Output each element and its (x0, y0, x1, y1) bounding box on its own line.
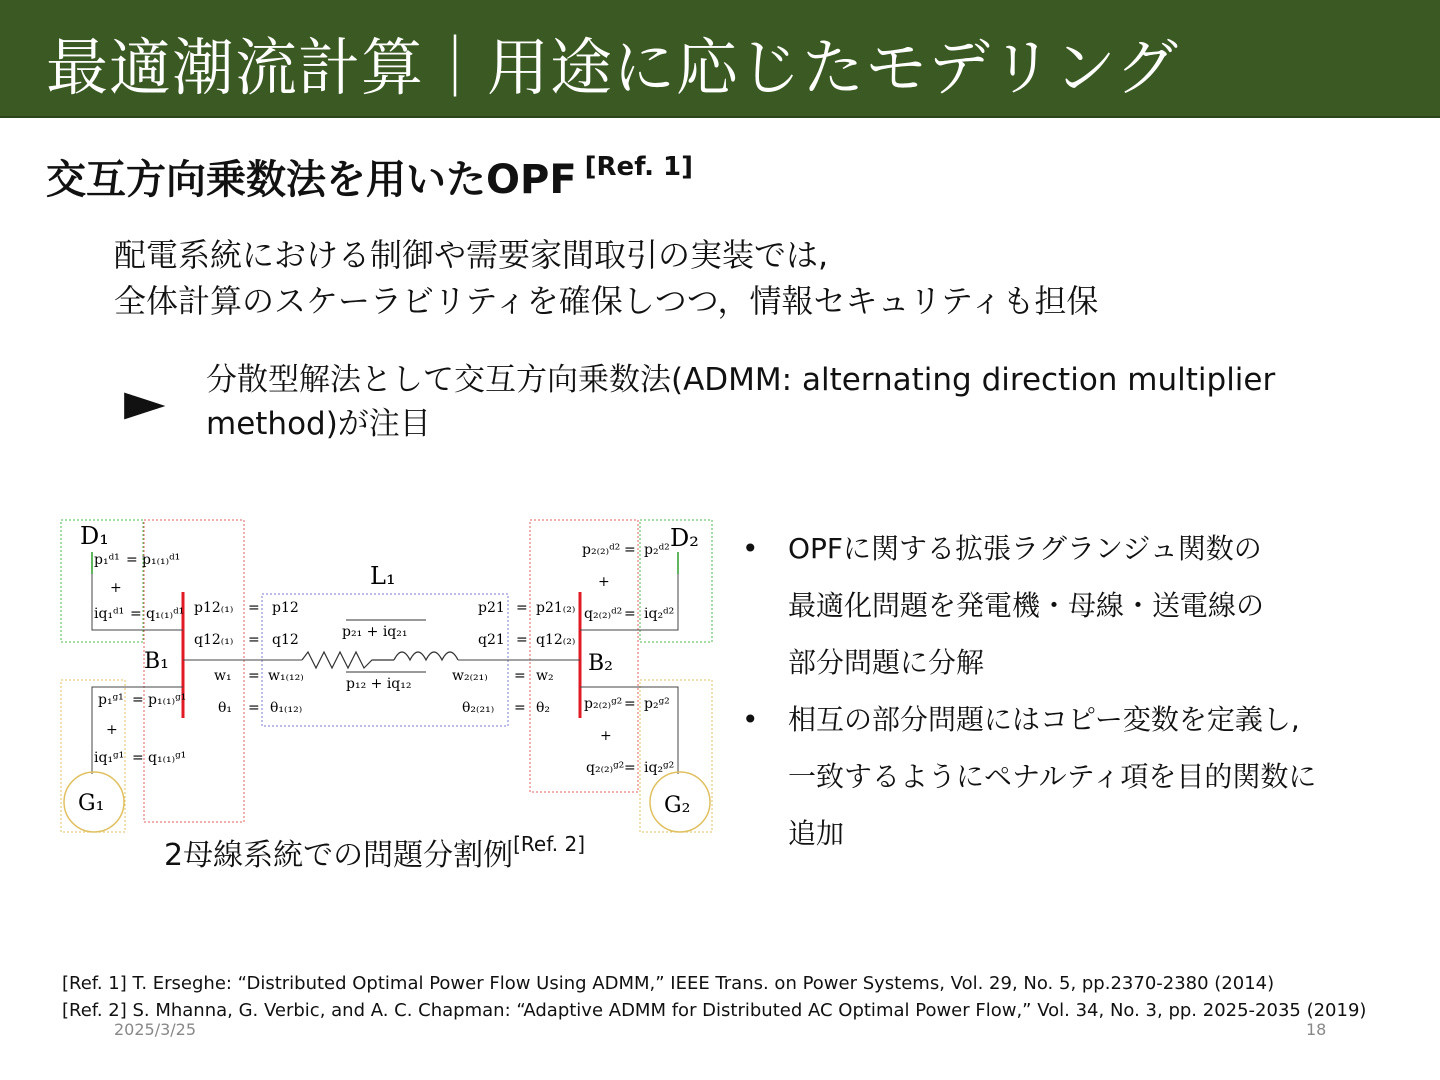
label-w2-21: w₂₍₂₁₎ (452, 668, 488, 684)
reference-1: [Ref. 1] T. Erseghe: “Distributed Optimal Power Flow Using ADMM,” IEEE Trans. on Power Systems, Vol. 29, No. 5, pp.2370-2380 (2014) (62, 973, 1275, 994)
label-qd2: iq₂ᵈ² (644, 606, 675, 622)
label-t2: θ₂ (536, 700, 551, 716)
label-eq: = (248, 600, 260, 616)
label-pd1-1: p₁₍₁₎ᵈ¹ (142, 552, 181, 568)
section-title-text: 交互方向乗数法を用いたOPF (46, 157, 577, 203)
label-eq: = (248, 668, 260, 684)
label-p12-1: p12₍₁₎ (194, 600, 234, 616)
label-eq: = (516, 600, 528, 616)
label-d1: D₁ (80, 522, 109, 550)
label-eq: = (514, 700, 526, 716)
bullet-marker: • (742, 703, 759, 736)
label-pd1: p₁ᵈ¹ (94, 552, 120, 568)
label-t1: θ₁ (218, 700, 233, 716)
label-qg2-2: q₂₍₂₎ᵍ² (586, 760, 625, 776)
inductor (394, 652, 458, 660)
label-t1-12: θ₁₍₁₂₎ (270, 700, 303, 716)
figure-caption (164, 830, 585, 874)
arrow-line-2: method)が注目 (206, 406, 431, 442)
label-eq: = (514, 668, 526, 684)
figure-caption-ref: [Ref. 2] (513, 832, 586, 856)
label-plus: + (600, 728, 612, 744)
label-p21: p21 (478, 600, 505, 616)
label-eq: = (516, 632, 528, 648)
label-qg1: iq₁ᵍ¹ (94, 750, 125, 766)
bullet-2-line-3: 追加 (788, 817, 845, 850)
section-ref: [Ref. 1] (584, 152, 693, 182)
title-bar (0, 0, 1440, 118)
label-eq: = (624, 696, 636, 712)
label-q12-1: q12₍₁₎ (194, 632, 234, 648)
arrow-text (206, 358, 1366, 446)
bullet-1-line-2: 最適化問題を発電機・母線・送電線の (788, 589, 1265, 622)
two-bus-diagram (58, 512, 722, 836)
label-pd2: p₂ᵈ² (644, 542, 670, 558)
intro-text (114, 232, 1098, 324)
label-eq: = (132, 750, 144, 766)
label-plus: + (110, 580, 122, 596)
slide-title: 最適潮流計算｜用途に応じたモデリング (46, 31, 1179, 104)
bullet-item-1 (742, 520, 1422, 691)
label-q12: q12 (272, 632, 299, 648)
label-q12-2: q12₍₂₎ (536, 632, 576, 648)
label-pd2-2: p₂₍₂₎ᵈ² (582, 542, 621, 558)
label-qg1-1: q₁₍₁₎ᵍ¹ (148, 750, 187, 766)
bullet-item-2 (742, 691, 1422, 862)
page-number: 18 (1306, 1020, 1327, 1039)
label-g1: G₁ (78, 791, 105, 816)
label-p21-2: p21₍₂₎ (536, 600, 576, 616)
section-title (46, 148, 693, 205)
label-eq: = (624, 606, 636, 622)
label-plus: + (106, 722, 118, 738)
label-qd2-2: q₂₍₂₎ᵈ² (584, 606, 623, 622)
label-eq: = (126, 552, 138, 568)
arrow-icon: ► (124, 370, 166, 433)
label-t2-21: θ₂₍₂₁₎ (462, 700, 495, 716)
label-p12: p12 (272, 600, 299, 616)
label-w2: w₂ (536, 668, 554, 684)
reference-2: [Ref. 2] S. Mhanna, G. Verbic, and A. C. Chapman: “Adaptive ADMM for Distributed AC Optimal Power Flow,” Vol. 34, No. 3, pp. 2025-2035 (2019) (62, 1000, 1367, 1021)
label-pg2: p₂ᵍ² (644, 696, 670, 712)
label-qg2: iq₂ᵍ² (644, 760, 675, 776)
label-flow-bot: p₁₂ + iq₁₂ (346, 676, 412, 692)
label-qd1: iq₁ᵈ¹ (94, 606, 125, 622)
label-eq: = (624, 542, 636, 558)
label-b2: B₂ (588, 651, 613, 676)
label-flow-top: p₂₁ + iq₂₁ (342, 624, 408, 640)
intro-line-1: 配電系統における制御や需要家間取引の実装では, (114, 236, 829, 274)
intro-line-2: 全体計算のスケーラビリティを確保しつつ，情報セキュリティも担保 (114, 282, 1099, 320)
label-eq: = (248, 700, 260, 716)
label-plus: + (598, 574, 610, 590)
arrow-line-1: 分散型解法として交互方向乗数法(ADMM: alternating direction multiplier (206, 362, 1276, 398)
resistor (302, 652, 394, 668)
label-eq: = (624, 760, 636, 776)
label-d2: D₂ (670, 524, 699, 552)
label-w1: w₁ (214, 668, 232, 684)
label-pg2-2: p₂₍₂₎ᵍ² (584, 696, 623, 712)
bullet-marker: • (742, 532, 759, 565)
bus-box-2 (530, 520, 638, 792)
label-qd1-1: q₁₍₁₎ᵈ¹ (146, 606, 185, 622)
label-eq: = (132, 692, 144, 708)
label-eq: = (248, 632, 260, 648)
label-l1: L₁ (370, 562, 396, 590)
label-w1-12: w₁₍₁₂₎ (268, 668, 304, 684)
figure-caption-text: 2母線系統での問題分割例 (164, 838, 514, 873)
bullet-1-line-3: 部分問題に分解 (788, 646, 985, 679)
label-b1: B₁ (144, 649, 169, 674)
bullet-2-line-2: 一致するようにペナルティ項を目的関数に (788, 760, 1317, 793)
label-q21: q21 (478, 632, 505, 648)
references (62, 970, 1366, 1024)
label-pg1: p₁ᵍ¹ (98, 692, 124, 708)
label-g2: G₂ (664, 793, 691, 818)
label-pg1-1: p₁₍₁₎ᵍ¹ (148, 692, 187, 708)
bullet-list (742, 520, 1422, 862)
bullet-2-line-1: 相互の部分問題にはコピー変数を定義し, (788, 703, 1300, 736)
bullet-1-line-1: OPFに関する拡張ラグランジュ関数の (788, 532, 1262, 565)
footer-date: 2025/3/25 (114, 1020, 197, 1039)
label-eq: = (130, 606, 142, 622)
